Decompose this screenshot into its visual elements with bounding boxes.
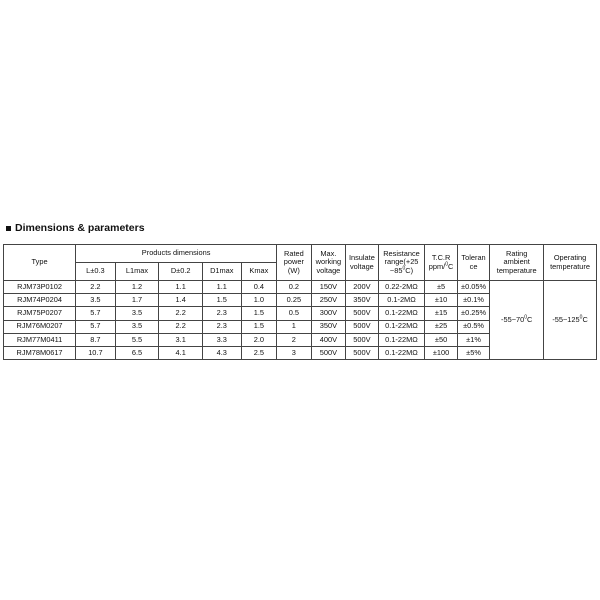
header-operating-temperature: Operating temperature	[544, 245, 597, 281]
cell-insulate-voltage: 350V	[346, 294, 378, 307]
cell-k: 2.0	[241, 333, 277, 346]
cell-l: 10.7	[76, 346, 116, 359]
header-rated-power: Rated power (W)	[277, 245, 312, 281]
cell-power: 1	[277, 320, 312, 333]
header-tcr: T.C.R ppm/$^0$C	[425, 245, 457, 281]
cell-l1: 3.5	[115, 320, 159, 333]
header-row	[4, 245, 597, 263]
cell-d: 2.2	[159, 307, 203, 320]
cell-tcr: ±100	[425, 346, 457, 359]
table-row	[4, 281, 597, 294]
cell-l1: 1.7	[115, 294, 159, 307]
dimensions-parameters-table	[3, 244, 597, 360]
cell-type: RJM73P0102	[4, 281, 76, 294]
cell-tolerance: ±5%	[457, 346, 489, 359]
cell-k: 1.5	[241, 307, 277, 320]
cell-l: 5.7	[76, 307, 116, 320]
header-insulate-voltage: Insulate voltage	[346, 245, 378, 281]
cell-type: RJM77M0411	[4, 333, 76, 346]
cell-d1: 1.1	[203, 281, 242, 294]
section-heading	[6, 222, 145, 234]
cell-type: RJM78M0617	[4, 346, 76, 359]
cell-d1: 3.3	[203, 333, 242, 346]
cell-insulate-voltage: 500V	[346, 333, 378, 346]
cell-resistance-range: 0.1-22MΩ	[378, 307, 425, 320]
cell-max-voltage: 500V	[311, 346, 346, 359]
cell-tcr: ±15	[425, 307, 457, 320]
cell-l1: 3.5	[115, 307, 159, 320]
cell-l1: 1.2	[115, 281, 159, 294]
cell-resistance-range: 0.1-22MΩ	[378, 320, 425, 333]
subheader-d1: D1max	[203, 263, 242, 281]
cell-power: 0.5	[277, 307, 312, 320]
cell-d: 4.1	[159, 346, 203, 359]
cell-l1: 6.5	[115, 346, 159, 359]
cell-tcr: ±25	[425, 320, 457, 333]
cell-tolerance: ±0.1%	[457, 294, 489, 307]
subheader-k: Kmax	[241, 263, 277, 281]
cell-insulate-voltage: 500V	[346, 307, 378, 320]
section-title: Dimensions & parameters	[15, 222, 145, 234]
cell-max-voltage: 300V	[311, 307, 346, 320]
cell-k: 1.0	[241, 294, 277, 307]
cell-k: 2.5	[241, 346, 277, 359]
header-rating-temperature: Rating ambient temperature	[490, 245, 544, 281]
cell-insulate-voltage: 500V	[346, 346, 378, 359]
cell-max-voltage: 250V	[311, 294, 346, 307]
subheader-l: L±0.3	[76, 263, 116, 281]
cell-type: RJM75P0207	[4, 307, 76, 320]
header-resistance-range: Resistance range(+25 $\sim 85^0C$)	[378, 245, 425, 281]
cell-d1: 4.3	[203, 346, 242, 359]
cell-resistance-range: 0.1-22MΩ	[378, 346, 425, 359]
cell-l: 5.7	[76, 320, 116, 333]
cell-insulate-voltage: 500V	[346, 320, 378, 333]
cell-type: RJM76M0207	[4, 320, 76, 333]
cell-k: 0.4	[241, 281, 277, 294]
cell-power: 3	[277, 346, 312, 359]
cell-tcr: ±10	[425, 294, 457, 307]
cell-k: 1.5	[241, 320, 277, 333]
cell-l1: 5.5	[115, 333, 159, 346]
cell-d: 1.4	[159, 294, 203, 307]
cell-d1: 2.3	[203, 320, 242, 333]
cell-l: 3.5	[76, 294, 116, 307]
cell-power: 2	[277, 333, 312, 346]
cell-d: 2.2	[159, 320, 203, 333]
subheader-d: D±0.2	[159, 263, 203, 281]
cell-max-voltage: 150V	[311, 281, 346, 294]
subheader-l1: L1max	[115, 263, 159, 281]
cell-power: 0.25	[277, 294, 312, 307]
cell-d: 3.1	[159, 333, 203, 346]
header-type: Type	[4, 245, 76, 281]
cell-operating-temperature: $-55\sim 125^0C$	[544, 281, 597, 360]
cell-tolerance: ±0.5%	[457, 320, 489, 333]
cell-insulate-voltage: 200V	[346, 281, 378, 294]
square-bullet-icon	[6, 226, 11, 231]
cell-power: 0.2	[277, 281, 312, 294]
cell-tcr: ±5	[425, 281, 457, 294]
cell-tolerance: ±0.25%	[457, 307, 489, 320]
cell-tolerance: ±0.05%	[457, 281, 489, 294]
cell-max-voltage: 350V	[311, 320, 346, 333]
cell-tolerance: ±1%	[457, 333, 489, 346]
cell-d: 1.1	[159, 281, 203, 294]
cell-tcr: ±50	[425, 333, 457, 346]
cell-d1: 2.3	[203, 307, 242, 320]
cell-d1: 1.5	[203, 294, 242, 307]
header-tolerance: Toleran ce	[457, 245, 489, 281]
cell-l: 2.2	[76, 281, 116, 294]
cell-rating-temperature: $-55\sim 70^0C$	[490, 281, 544, 360]
cell-resistance-range: 0.1-2MΩ	[378, 294, 425, 307]
header-max-voltage: Max. working voltage	[311, 245, 346, 281]
header-products-dimensions: Products dimensions	[76, 245, 277, 263]
cell-resistance-range: 0.22-2MΩ	[378, 281, 425, 294]
cell-l: 8.7	[76, 333, 116, 346]
cell-resistance-range: 0.1-22MΩ	[378, 333, 425, 346]
cell-type: RJM74P0204	[4, 294, 76, 307]
cell-max-voltage: 400V	[311, 333, 346, 346]
